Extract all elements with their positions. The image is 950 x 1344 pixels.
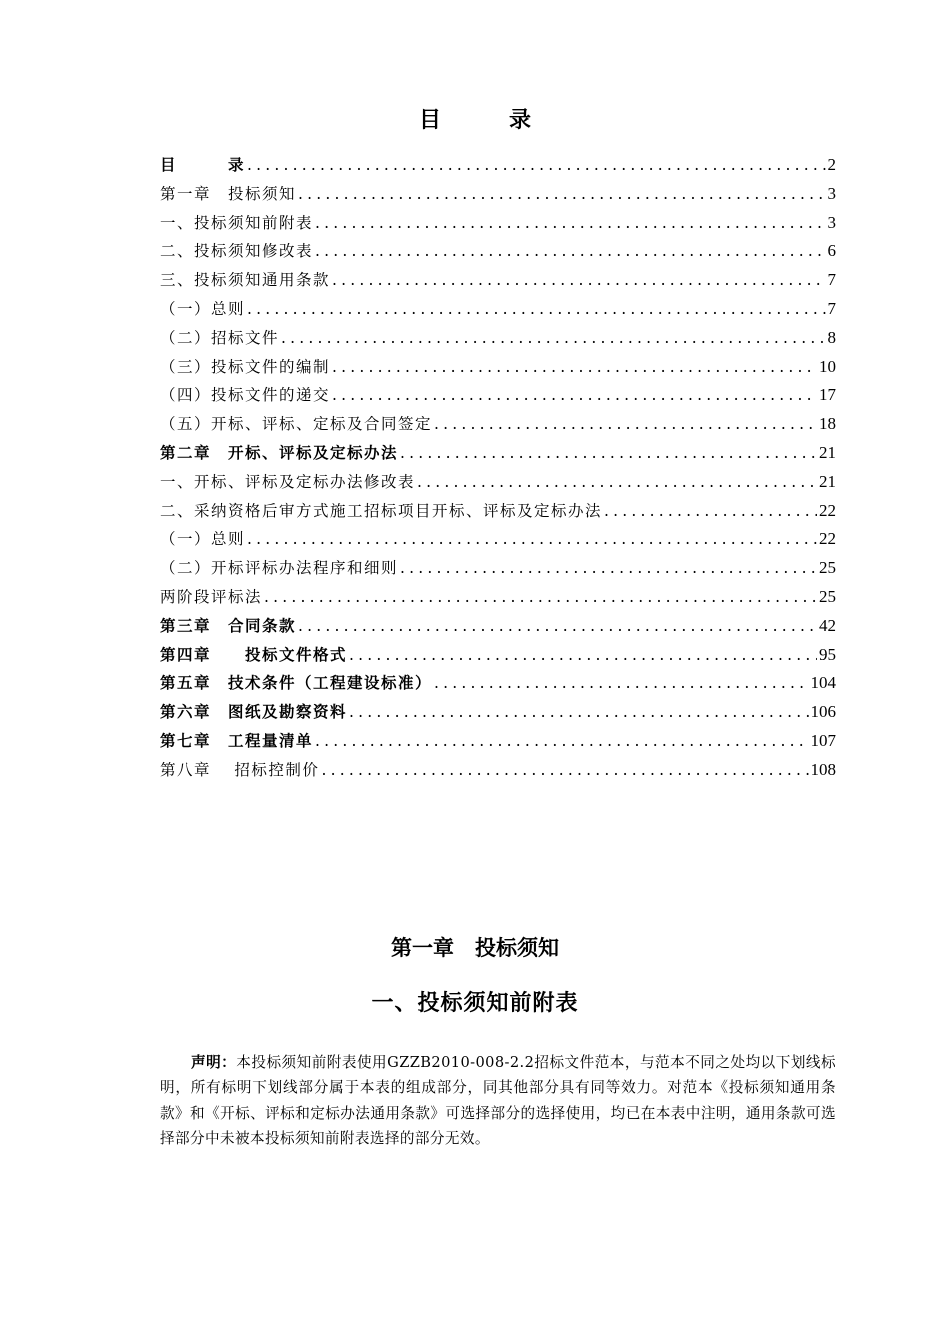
- toc-entry[interactable]: [160, 209, 836, 238]
- table-of-contents: [160, 151, 836, 785]
- toc-dot-leader: [400, 554, 817, 583]
- toc-entry-label: 第一章 投标须知: [160, 184, 297, 203]
- toc-entry[interactable]: [160, 324, 836, 353]
- toc-entry-page: 22: [819, 500, 836, 520]
- toc-entry-label: 一、开标、评标及定标办法修改表: [160, 472, 416, 491]
- toc-entry-page: 42: [819, 615, 836, 635]
- toc-entry[interactable]: [160, 151, 836, 180]
- toc-entry-label: （二）招标文件: [160, 328, 280, 347]
- toc-entry-page: 95: [819, 644, 836, 664]
- toc-entry-label: 一、投标须知前附表: [160, 213, 314, 232]
- toc-dot-leader: [434, 669, 808, 698]
- toc-dot-leader: [434, 410, 817, 439]
- section-heading: 一、投标须知前附表: [371, 990, 579, 1016]
- toc-dot-leader: [247, 295, 825, 324]
- toc-entry-page: 21: [819, 471, 836, 491]
- toc-entry-page: 25: [819, 558, 836, 578]
- toc-entry-label: 第六章 图纸及勘察资料: [160, 702, 348, 722]
- notice-paragraph: [160, 1050, 836, 1152]
- toc-entry[interactable]: [160, 410, 836, 439]
- toc-dot-leader: [321, 756, 808, 785]
- toc-entry-label: 二、投标须知修改表: [160, 242, 314, 261]
- toc-dot-leader: [332, 266, 825, 295]
- toc-entry-page: 7: [827, 270, 836, 290]
- toc-entry-page: 2: [827, 155, 836, 174]
- toc-entry-page: 17: [819, 385, 836, 405]
- toc-entry[interactable]: [160, 641, 836, 670]
- toc-entry-label: 二、采纳资格后审方式施工招标项目开标、评标及定标办法: [160, 501, 603, 520]
- toc-entry[interactable]: [160, 237, 836, 266]
- toc-dot-leader: [247, 151, 825, 180]
- toc-entry-page: 107: [810, 730, 836, 750]
- toc-entry-label: （三）投标文件的编制: [160, 357, 331, 376]
- toc-title: 目录: [418, 107, 599, 133]
- toc-entry-page: 104: [810, 673, 836, 693]
- toc-entry[interactable]: [160, 353, 836, 382]
- toc-dot-leader: [349, 641, 817, 670]
- toc-entry-label: （一）总则: [160, 299, 246, 318]
- toc-entry-label: 第七章 工程量清单: [160, 730, 314, 750]
- toc-dot-leader: [349, 698, 808, 727]
- toc-entry-page: 22: [819, 529, 836, 549]
- chapter-heading: 第一章 投标须知: [391, 935, 559, 960]
- toc-entry[interactable]: [160, 266, 836, 295]
- toc-dot-leader: [315, 209, 825, 238]
- toc-entry-page: 21: [819, 442, 836, 462]
- toc-entry-page: 10: [819, 356, 836, 376]
- toc-entry[interactable]: [160, 698, 836, 727]
- toc-dot-leader: [298, 612, 817, 641]
- toc-entry-label: （一）总则: [160, 530, 246, 549]
- toc-entry-label: （五）开标、评标、定标及合同签定: [160, 415, 433, 434]
- toc-entry-label: 目 录: [160, 155, 246, 174]
- toc-entry-page: 3: [827, 183, 836, 203]
- toc-entry[interactable]: [160, 669, 836, 698]
- toc-entry-page: 3: [827, 212, 836, 232]
- toc-dot-leader: [604, 497, 817, 526]
- toc-entry[interactable]: [160, 525, 836, 554]
- toc-entry-label: 第四章 投标文件格式: [160, 644, 348, 664]
- toc-entry[interactable]: [160, 612, 836, 641]
- toc-entry[interactable]: [160, 756, 836, 785]
- toc-entry-label: 第二章 开标、评标及定标办法: [160, 442, 399, 462]
- toc-entry-label: （二）开标评标办法程序和细则: [160, 559, 399, 578]
- toc-entry[interactable]: [160, 583, 836, 612]
- toc-dot-leader: [332, 353, 817, 382]
- toc-entry[interactable]: [160, 468, 836, 497]
- toc-entry[interactable]: [160, 180, 836, 209]
- toc-dot-leader: [400, 439, 817, 468]
- toc-entry[interactable]: [160, 439, 836, 468]
- toc-entry-label: 三、投标须知通用条款: [160, 271, 331, 290]
- notice-text: 本投标须知前附表使用GZZB2010-008-2.2招标文件范本，与范本不同之处均以下划线标明，所有标明下划线部分属于本表的组成部分，同其他部分具有同等效力。对范本《投标须知通用条款》和《开标、评标和定标办法通用条款》可选择部分的选择使用，均已在本表中注明，通用条款可选择部分中未被本投标须知前附表选择的部分无效。: [160, 1053, 836, 1148]
- toc-entry-page: 25: [819, 586, 836, 606]
- toc-dot-leader: [264, 583, 817, 612]
- toc-entry[interactable]: [160, 295, 836, 324]
- toc-entry-label: （四）投标文件的递交: [160, 386, 331, 405]
- toc-entry-label: 第八章 招标控制价: [160, 760, 320, 779]
- toc-entry[interactable]: [160, 554, 836, 583]
- notice-label: 声明：: [191, 1053, 237, 1071]
- toc-entry-page: 7: [827, 298, 836, 318]
- toc-entry-label: 两阶段评标法: [160, 587, 263, 606]
- toc-entry-page: 18: [819, 414, 836, 434]
- toc-dot-leader: [315, 727, 808, 756]
- toc-entry-page: 108: [810, 759, 836, 779]
- toc-dot-leader: [298, 180, 825, 209]
- toc-entry-page: 8: [827, 327, 836, 347]
- toc-dot-leader: [247, 525, 817, 554]
- toc-dot-leader: [417, 468, 817, 497]
- toc-entry[interactable]: [160, 727, 836, 756]
- toc-entry-label: 第三章 合同条款: [160, 615, 297, 635]
- toc-dot-leader: [315, 237, 825, 266]
- toc-entry-page: 106: [810, 702, 836, 722]
- toc-entry-label: 第五章 技术条件（工程建设标准）: [160, 673, 433, 693]
- toc-entry[interactable]: [160, 497, 836, 526]
- toc-dot-leader: [332, 381, 817, 410]
- toc-dot-leader: [281, 324, 825, 353]
- toc-entry[interactable]: [160, 381, 836, 410]
- toc-entry-page: 6: [827, 241, 836, 261]
